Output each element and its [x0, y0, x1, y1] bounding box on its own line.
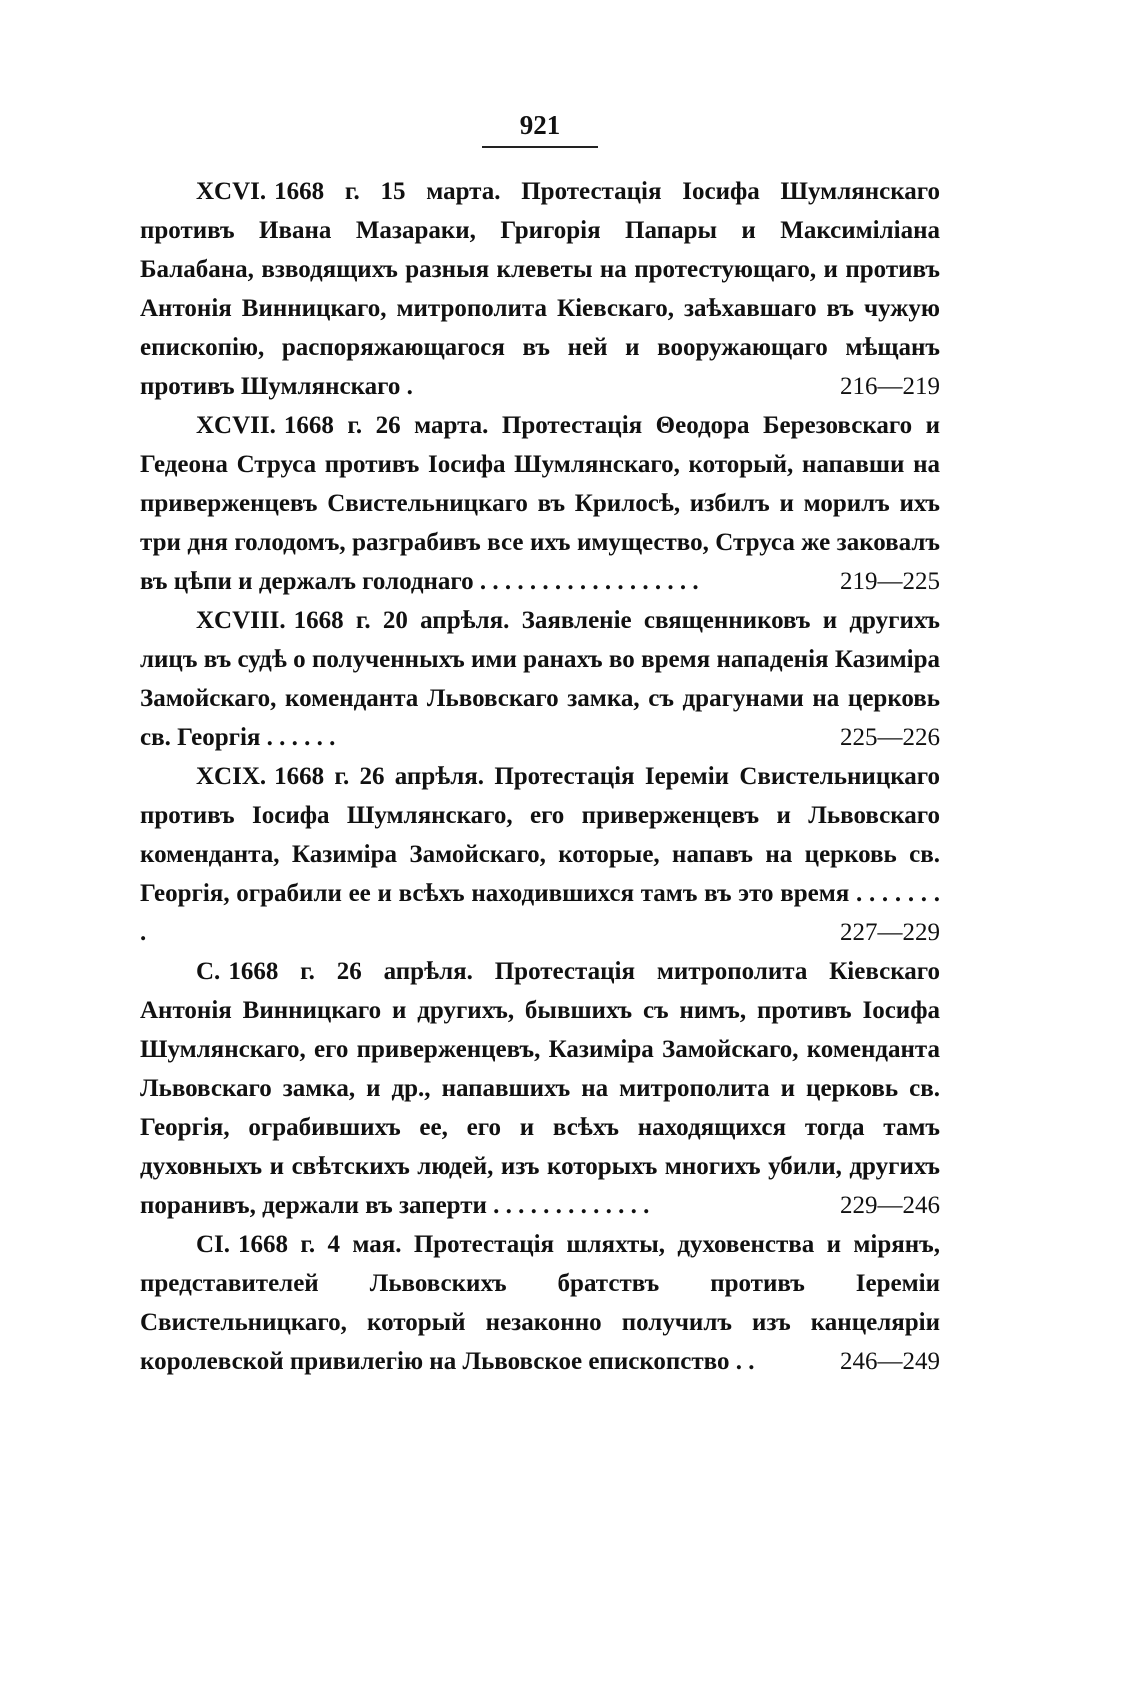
entry-text: 1668 г. 26 апрѣля. Протестація Іереміи Свистельницкаго противъ Іосифа Шумлянскаго, его приверженцевъ и Львовскаго коменданта, Казиміра Замойскаго, которые, напавъ на церковь св. Георгія, ограбили ее и всѣхъ находившихся тамъ въ это время . . . . . . . .	[140, 763, 940, 946]
entry-page-range: 227—229	[840, 919, 940, 946]
entry-number: XCIX.	[196, 763, 267, 790]
entry-number: CI.	[196, 1231, 231, 1258]
entry-page-range: 216—219	[840, 373, 940, 400]
entry-text: 1668 г. 20 апрѣля. Заявленіе священниковъ и другихъ лицъ въ судѣ о полученныхъ ими ранахъ во время нападенія Казиміра Замойскаго, коменданта Львовскаго замка, съ драгунами на церковь св. Георгія . . . . . .	[140, 607, 940, 751]
entry-text: 1668 г. 4 мая. Протестація шляхты, духовенства и мірянъ, представителей Львовскихъ братствъ противъ Іереміи Свистельницкаго, который незаконно получилъ изъ канцеляріи королевской привилегію на Львовское епископство . .	[140, 1231, 940, 1375]
toc-entry	[140, 1225, 940, 1381]
entry-number: XCVI.	[196, 178, 267, 205]
table-of-contents	[140, 172, 940, 1381]
page-number: 921	[519, 110, 561, 140]
entry-number: XCVIII.	[196, 607, 286, 634]
entry-page-range: 225—226	[840, 724, 940, 751]
toc-entry	[140, 172, 940, 406]
entry-page-range: 246—249	[840, 1348, 940, 1375]
entry-text: 1668 г. 26 апрѣля. Протестація митрополита Кіевскаго Антонія Винницкаго и другихъ, бывшихъ съ нимъ, противъ Іосифа Шумлянскаго, его приверженцевъ, Казиміра Замойскаго, коменданта Львовскаго замка, и др., напавшихъ на митрополита и церковь св. Георгія, ограбившихъ ее, его и всѣхъ находящихся тогда тамъ духовныхъ и свѣтскихъ людей, изъ которыхъ многихъ убили, другихъ поранивъ, держали въ заперти . . . . . . . . . . . . .	[140, 958, 940, 1219]
toc-entry	[140, 601, 940, 757]
entry-page-range: 219—225	[840, 568, 940, 595]
toc-entry	[140, 757, 940, 952]
entry-number: C.	[196, 958, 221, 985]
toc-entry	[140, 406, 940, 601]
entry-text: 1668 г. 15 марта. Протестація Іосифа Шумлянскаго противъ Ивана Мазараки, Григорія Папары и Максиміліана Балабана, взводящихъ разныя клеветы на протестующаго, и противъ Антонія Винницкаго, митрополита Кіевскаго, заѣхавшаго въ чужую епископію, распоряжающагося въ ней и вооружающаго мѣщанъ противъ Шумлянскаго .	[140, 178, 940, 400]
entry-page-range: 229—246	[840, 1192, 940, 1219]
toc-entry	[140, 952, 940, 1225]
entry-text: 1668 г. 26 марта. Протестація Θеодора Березовскаго и Гедеона Струса противъ Іосифа Шумлянскаго, который, напавши на приверженцевъ Свистельницкаго въ Крилосѣ, избилъ и морилъ ихъ три дня голодомъ, разграбивъ все ихъ имущество, Струса же заковалъ въ цѣпи и держалъ голоднаго . . . . . . . . . . . . . . . . . .	[140, 412, 940, 595]
entry-number: XCVII.	[196, 412, 276, 439]
page-number-rule	[482, 146, 598, 148]
